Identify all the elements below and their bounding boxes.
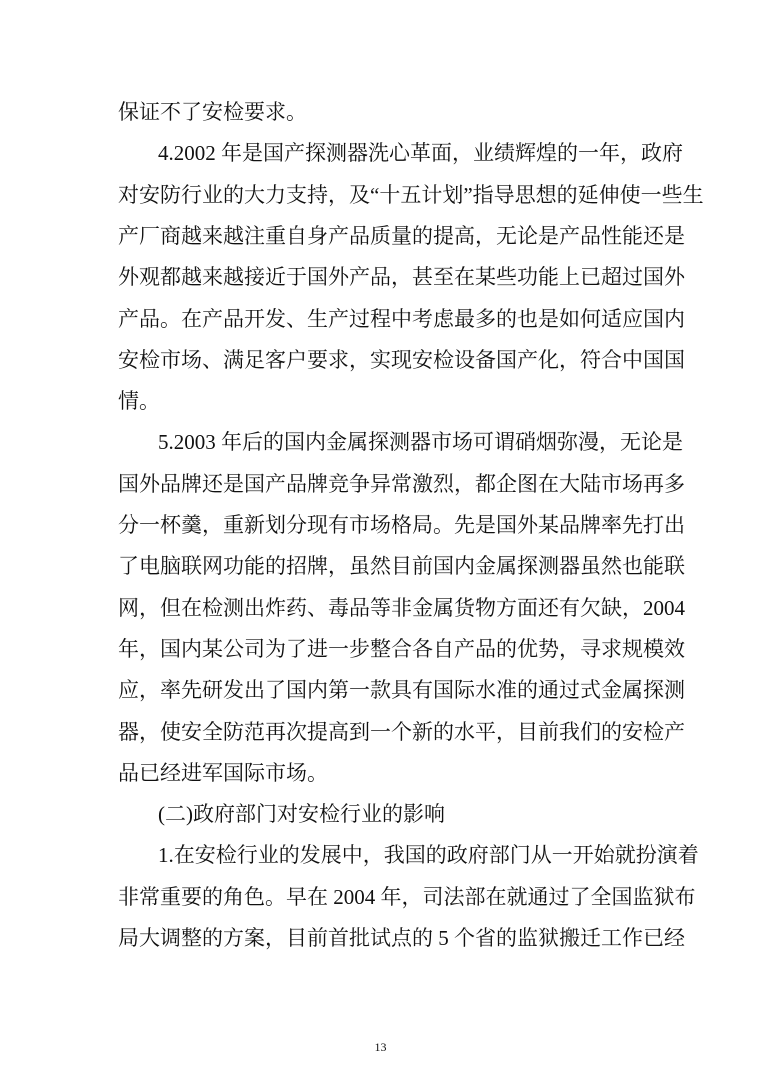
text-line: 非常重要的角色。早在 2004 年，司法部在就通过了全国监狱布 (118, 884, 696, 909)
text-line: 产品。在产品开发、生产过程中考虑最多的也是如何适应国内 (118, 306, 685, 331)
text-line: 外观都越来越接近于国外产品，甚至在某些功能上已超过国外 (118, 265, 685, 290)
text-line: 对安防行业的大力支持，及“十五计划”指导思想的延伸使一些生 (118, 182, 704, 207)
text-line: 4.2002 年是国产探测器洗心革面，业绩辉煌的一年，政府 (158, 141, 683, 166)
text-line: 国外品牌还是国产品牌竞争异常激烈，都企图在大陆市场再多 (118, 471, 685, 496)
text-line: 保证不了安检要求。 (118, 100, 307, 124)
text-line: 产厂商越来越注重自身产品质量的提高，无论是产品性能还是 (118, 223, 685, 248)
text-line: 安检市场、满足客户要求，实现安检设备国产化，符合中国国 (118, 347, 685, 372)
text-line: 年，国内某公司为了进一步整合各自产品的优势，寻求规模效 (118, 636, 685, 661)
text-line: 应，率先研发出了国内第一款具有国际水准的通过式金属探测 (118, 678, 685, 703)
text-line: (二)政府部门对安检行业的影响 (158, 802, 445, 827)
text-line: 局大调整的方案，目前首批试点的 5 个省的监狱搬迁工作已经 (118, 926, 685, 950)
text-line: 5.2003 年后的国内金属探测器市场可谓硝烟弥漫，无论是 (158, 430, 683, 455)
text-line: 了电脑联网功能的招牌，虽然目前国内金属探测器虽然也能联 (118, 554, 685, 579)
text-line: 分一杯羹，重新划分现有市场格局。先是国外某品牌率先打出 (118, 513, 685, 537)
text-line: 情。 (118, 389, 160, 414)
text-line: 器，使安全防范再次提高到一个新的水平，目前我们的安检产 (118, 719, 685, 744)
text-line: 1.在安检行业的发展中，我国的政府部门从一开始就扮演着 (158, 843, 699, 868)
text-line: 网，但在检测出炸药、毒品等非金属货物方面还有欠缺，2004 (118, 595, 685, 620)
text-line: 品已经进军国际市场。 (118, 760, 328, 785)
page-number: 13 (374, 1040, 387, 1054)
